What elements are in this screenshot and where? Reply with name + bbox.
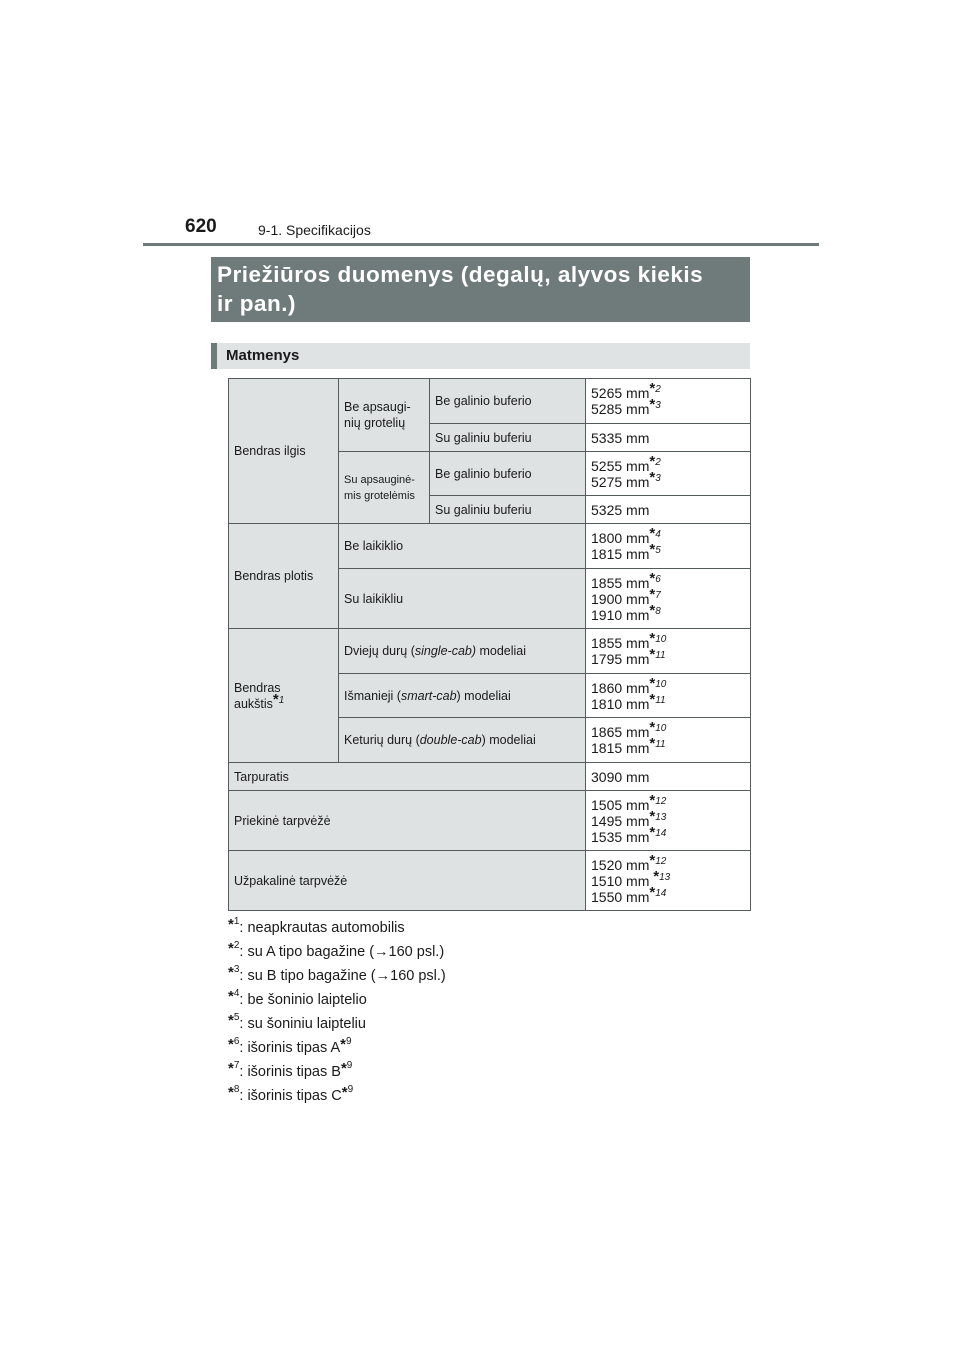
arrow-right-icon: → (375, 968, 391, 984)
section-heading: Matmenys (211, 343, 750, 369)
footnote-2: *$^2$: su A tipo bagažine (→160 psl.) (228, 940, 445, 960)
height-label: Bendras aukštis*$^1$ (229, 629, 339, 763)
height-r3-value: 1865 mm*$^{10}$ 1815 mm*$^{11}$ (586, 718, 751, 763)
length-g2-r1-label: Be galinio buferio (430, 452, 586, 496)
height-r3-label: Keturių durų (double-cab) modeliai (339, 718, 586, 763)
wheelbase-value: 3090 mm (586, 763, 751, 791)
dimensions-table (228, 378, 751, 911)
length-g2-r2-value: 5325 mm (586, 496, 751, 524)
footnote-4: *$^4$: be šoninio laiptelio (228, 988, 367, 1008)
length-g1-r2-value: 5335 mm (586, 424, 751, 452)
length-g2-r1-value: 5255 mm*$^2$ 5275 mm*$^3$ (586, 452, 751, 496)
rear-tread-value: 1520 mm*$^{12}$ 1510 mm *$^{13}$ 1550 mm*$^{14}$ (586, 851, 751, 911)
footnotes (228, 916, 446, 1108)
section-label: 9-1. Specifikacijos (258, 222, 371, 238)
width-r2-value: 1855 mm*$^6$ 1900 mm*$^7$ 1910 mm*$^8$ (586, 569, 751, 629)
footnote-1: *$^1$: neapkrautas automobilis (228, 916, 405, 936)
length-group1-label: Be apsaugi- nių grotelių (339, 379, 430, 452)
height-r1-label: Dviejų durų (single-cab) modeliai (339, 629, 586, 674)
front-tread-label: Priekinė tarpvėžė (229, 791, 586, 851)
width-r1-label: Be laikiklio (339, 524, 586, 569)
title-line-2: ir pan.) (217, 291, 297, 316)
arrow-right-icon: → (374, 944, 389, 960)
height-r1-value: 1855 mm*$^{10}$ 1795 mm*$^{11}$ (586, 629, 751, 674)
wheelbase-label: Tarpuratis (229, 763, 586, 791)
height-r2-value: 1860 mm*$^{10}$ 1810 mm*$^{11}$ (586, 674, 751, 718)
length-g1-r1-label: Be galinio buferio (430, 379, 586, 424)
footnote-3: *$^3$: su B tipo bagažine (→160 psl.) (228, 964, 446, 984)
table-row (229, 763, 751, 791)
width-r1-value: 1800 mm*$^4$ 1815 mm*$^5$ (586, 524, 751, 569)
length-g1-r1-value: 5265 mm*$^2$ 5285 mm*$^3$ (586, 379, 751, 424)
front-tread-value: 1505 mm*$^{12}$ 1495 mm*$^{13}$ 1535 mm*$^{14}$ (586, 791, 751, 851)
table-row (229, 524, 751, 569)
title-line-1: Priežiūros duomenys (degalų, alyvos kiekis (217, 262, 704, 287)
page-title (211, 257, 750, 322)
length-g1-r2-label: Su galiniu buferiu (430, 424, 586, 452)
table-row (229, 791, 751, 851)
footnote-5: *$^5$: su šoniniu laipteliu (228, 1012, 366, 1032)
footnote-6: *$^6$: išorinis tipas A*$^9$ (228, 1036, 352, 1056)
footnote-7: *$^7$: išorinis tipas B*$^9$ (228, 1060, 353, 1080)
length-group2-label: Su apsauginė- mis grotelėmis (339, 452, 430, 524)
length-g2-r2-label: Su galiniu buferiu (430, 496, 586, 524)
table-row (229, 379, 751, 424)
width-label: Bendras plotis (229, 524, 339, 629)
table-row (229, 851, 751, 911)
header-rule (143, 243, 819, 246)
rear-tread-label: Užpakalinė tarpvėžė (229, 851, 586, 911)
page-number: 620 (185, 216, 217, 237)
footnote-8: *$^8$: išorinis tipas C*$^9$ (228, 1084, 354, 1104)
width-r2-label: Su laikikliu (339, 569, 586, 629)
height-r2-label: Išmanieji (smart-cab) modeliai (339, 674, 586, 718)
table-row (229, 629, 751, 674)
length-label: Bendras ilgis (229, 379, 339, 524)
